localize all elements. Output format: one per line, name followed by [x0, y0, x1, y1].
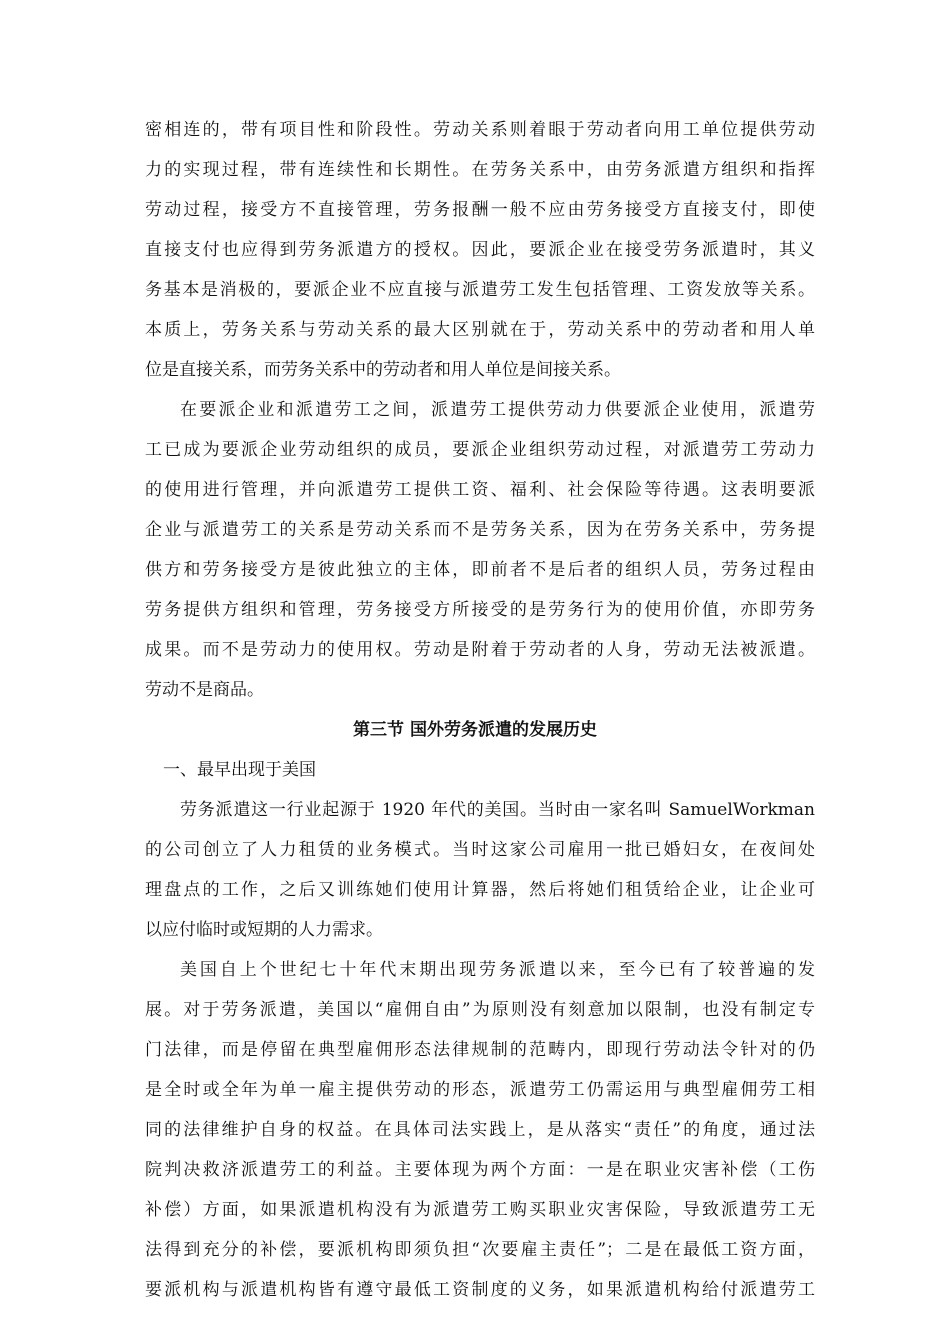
paragraph-line: 力的实现过程，带有连续性和长期性。在劳务关系中，由劳务派遣方组织和指挥	[145, 160, 815, 180]
paragraph-line: 展。对于劳务派遣，美国以“雇佣自由”为原则没有刻意加以限制，也没有制定专	[145, 1000, 815, 1020]
paragraph-line: 补偿）方面，如果派遣机构没有为派遣劳工购买职业灾害保险，导致派遣劳工无	[145, 1200, 815, 1220]
paragraph-line: 直接支付也应得到劳务派遣方的授权。因此，要派企业在接受劳务派遣时，其义	[145, 240, 815, 260]
paragraph-line: 是全时或全年为单一雇主提供劳动的形态，派遣劳工仍需运用与典型雇佣劳工相	[145, 1080, 815, 1100]
paragraph-line: 本质上，劳务关系与劳动关系的最大区别就在于，劳动关系中的劳动者和用人单	[145, 320, 815, 340]
paragraph-line: 劳动过程，接受方不直接管理，劳务报酬一般不应由劳务接受方直接支付，即使	[145, 200, 815, 220]
paragraph-line: 美国自上个世纪七十年代末期出现劳务派遣以来，至今已有了较普遍的发	[180, 960, 815, 980]
paragraph-line: 劳动不是商品。	[145, 680, 264, 700]
subsection-title: 一、最早出现于美国	[163, 760, 316, 780]
paragraph-line: 以应付临时或短期的人力需求。	[145, 920, 383, 940]
paragraph-line: 要派机构与派遣机构皆有遵守最低工资制度的义务，如果派遣机构给付派遣劳工	[145, 1280, 815, 1300]
paragraph-line: 工已成为要派企业劳动组织的成员，要派企业组织劳动过程，对派遣劳工劳动力	[145, 440, 815, 460]
paragraph-line: 在要派企业和派遣劳工之间，派遣劳工提供劳动力供要派企业使用，派遣劳	[180, 400, 815, 420]
paragraph-line: 法得到充分的补偿，要派机构即须负担“次要雇主责任”；二是在最低工资方面，	[145, 1240, 815, 1260]
paragraph-line: 劳务提供方组织和管理，劳务接受方所接受的是劳务行为的使用价值，亦即劳务	[145, 600, 815, 620]
paragraph-line: 院判决救济派遣劳工的利益。主要体现为两个方面：一是在职业灾害补偿（工伤	[145, 1160, 815, 1180]
section-title: 第三节 国外劳务派遣的发展历史	[353, 720, 597, 740]
paragraph-line: 位是直接关系，而劳务关系中的劳动者和用人单位是间接关系。	[145, 360, 621, 380]
paragraph-line: 密相连的，带有项目性和阶段性。劳动关系则着眼于劳动者向用工单位提供劳动	[145, 120, 815, 140]
paragraph-line: 理盘点的工作，之后又训练她们使用计算器，然后将她们租赁给企业，让企业可	[145, 880, 815, 900]
paragraph-line: 门法律，而是停留在典型雇佣形态法律规制的范畴内，即现行劳动法令针对的仍	[145, 1040, 815, 1060]
paragraph-line: 同的法律维护自身的权益。在具体司法实践上，是从落实“责任”的角度，通过法	[145, 1120, 815, 1140]
paragraph-line: 企业与派遣劳工的关系是劳动关系而不是劳务关系，因为在劳务关系中，劳务提	[145, 520, 815, 540]
paragraph-line: 的公司创立了人力租赁的业务模式。当时这家公司雇用一批已婚妇女，在夜间处	[145, 840, 815, 860]
paragraph-line: 成果。而不是劳动力的使用权。劳动是附着于劳动者的人身，劳动无法被派遣。	[145, 640, 815, 660]
paragraph-line: 的使用进行管理，并向派遣劳工提供工资、福利、社会保险等待遇。这表明要派	[145, 480, 815, 500]
paragraph-line: 劳务派遣这一行业起源于 1920 年代的美国。当时由一家名叫 SamuelWorkman	[180, 800, 815, 820]
paragraph-line: 供方和劳务接受方是彼此独立的主体，即前者不是后者的组织人员，劳务过程由	[145, 560, 815, 580]
paragraph-line: 务基本是消极的，要派企业不应直接与派遣劳工发生包括管理、工资发放等关系。	[145, 280, 815, 300]
